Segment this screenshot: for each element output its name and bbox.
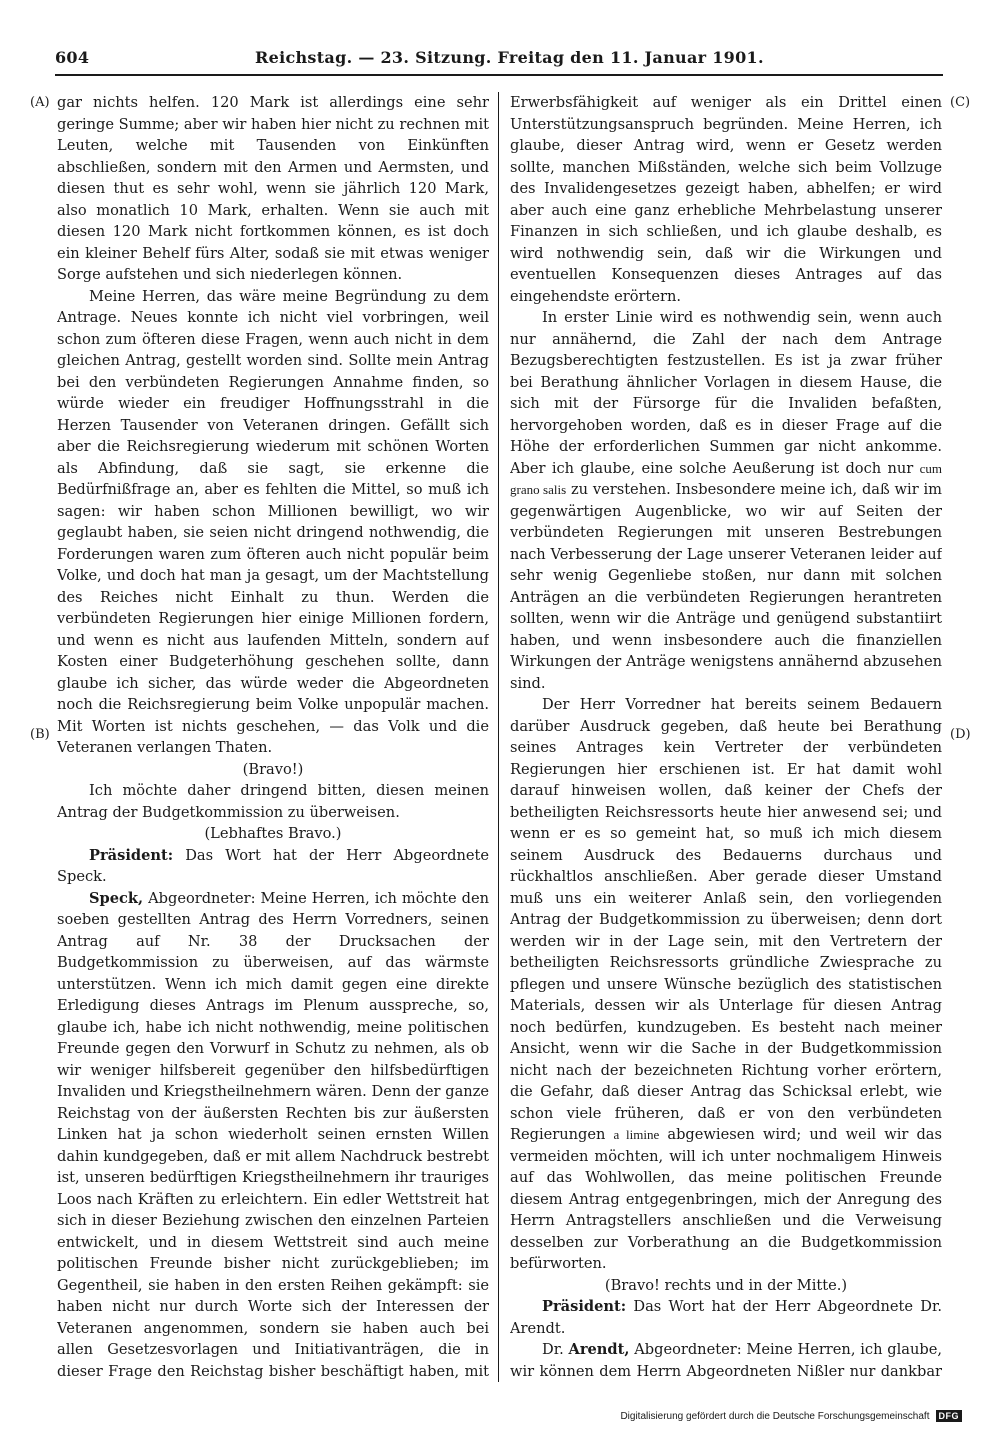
speaker-paragraph [57,888,489,1383]
paragraph [510,694,942,1275]
paragraph: Ich möchte daher dringend bitten, diesen meinen Antrag der Budgetkommission zu überweisen. [57,782,489,821]
speaker-name: Präsident: [542,1298,627,1315]
dfg-logo: DFG [936,1410,963,1422]
paragraph: gar nichts helfen. 120 Mark ist allerdings eine sehr geringe Summe; aber wir haben hier nicht zu rechnen mit Leuten, welche mit Tausenden von Einkünften abschließen, sondern mit den Armen und Aermsten, und diesen thut es sehr wohl, wenn sie jährlich 120 Mark, also monatlich 10 Mark, erhalten. Wenn sie auch mit diesen 120 Mark nicht fortkommen können, es ist doch ein kleiner Behelf fürs Alter, sodaß sie mit etwas weniger Sorge aufstehen und sich niederlegen können. [57,94,489,283]
left-column [57,92,489,1382]
text-run: abgewiesen wird; und weil wir das vermeiden möchten, will ich unter nochmaligem Hinweis auf das Wohlwollen, das meine politischen Freunde diesem Antrag entgegenbringen, mich der Anregung des Herrn Antragstellers anschließen und die Verweisung desselben zur Vorberathung an die Budgetkommission befürworten. [510,1126,942,1272]
paragraph: Meine Herren, das wäre meine Begründung zu dem Antrage. Neues konnte ich nicht viel vorbringen, weil schon zum öfteren diese Fragen, wenn auch nicht in dem gleichen Antrag, gestellt worden sind. Sollte mein Antrag bei den verbündeten Regierungen Annahme finden, so würde wieder ein freudiger Hoffnungsstrahl in die Herzen Tausender von Veteranen dringen. Gefällt sich aber die Reichsregierung wiederum mit schönen Worten als Abfindung, daß sie sagt, sie erkenne die Bedürfnißfrage an, aber es fehlten die Mittel, so muß ich sagen: wir haben schon Millionen bewilligt, wo wir geglaubt haben, sie seien nicht dringend nothwendig, die Forderungen waren zum öfteren auch nicht populär beim Volke, und doch hat man ja gesagt, um der Machtstellung des Reiches nicht Einhalt zu thun. Werden die verbündeten Regierungen hier einige Millionen fordern, und wenn es nicht aus laufenden Mitteln, sondern auf Kosten einer Budgeterhöhung geschehen sollte, dann glaube ich sicher, das würde weder die Abgeordneten noch die Reichsregierung beim Volke unpopulär machen. Mit Worten ist nichts geschehen, — das Volk und die Veteranen verlangen Thaten. [57,287,489,756]
speech-text: Abgeordneter: Meine Herren, ich glaube, wir können dem Herrn Abgeordneten Nißler nur dankbar [510,1341,942,1380]
margin-mark-b: (B) [30,727,50,742]
speaker-name: Präsident: [89,846,174,864]
speech-text: Das Wort hat der Herr Abgeordnete Dr. Arendt. [510,1298,942,1337]
paragraph [510,307,942,694]
speech-text: Abgeordneter: Meine Herren, ich möchte den soeben gestellten Antrag des Herrn Vorredners, seinen Antrag auf Nr. 38 der Drucksachen der Budgetkommission zu überweisen, auf das wärmste unterstützen. Wenn ich mich damit gegen eine direkte Erledigung dieses Antrags im Plenum ausspreche, so, glaube ich, habe ich nicht nothwendig, meine politischen Freunde gegen den Vorwurf in Schutz zu nehmen, als ob wir weniger hilfsbereit gegenüber den hilfsbedürftigen Invaliden und Kriegstheilnehmern wären. Denn der ganze Reichstag von der äußersten Rechten bis zur äußersten Linken hat ja schon wiederholt seinen ernsten Willen dahin kundgegeben, daß er mit allem Nachdruck bestrebt ist, unseren bedürftigen Kriegstheilnehmern ihr trauriges Loos nach Kräften zu erleichtern. Ein edler Wettstreit hat sich in dieser Beziehung zwischen den einzelnen Parteien entwickelt, und in diesem Wettstreit sind auch meine politischen Freunde bisher nicht zurückgeblieben; im Gegentheil, sie haben in den ersten Reihen gekämpft: sie haben nicht nur durch Worte sich der Interessen der Veteranen angenommen, sondern sie haben auch bei allen Gesetzesvorlagen und Initiativanträgen, die in dieser Frage den Reichstag bisher beschäftigt haben, mit [57,889,489,1380]
speaker-paragraph [510,1339,942,1382]
text-run: zu verstehen. Insbesondere meine ich, daß wir im gegenwärtigen Augenblicke, wo wir auf Seiten der verbündeten Regierungen mit unseren Bestrebungen nach Verbesserung der Lage unserer Veteranen leider auf sehr wenig Gegenliebe stoßen, nur dann mit solchen Anträgen an die verbündeten Regierungen herantreten sollten, wenn wir die Anträge und genügend substantiirt haben, und wenn insbesondere auch die finanziellen Wirkungen der Anträge wenigstens annähernd abzusehen sind. [510,481,942,692]
speaker-title: Dr. [542,1341,569,1358]
text-run: In erster Linie wird es nothwendig sein, wenn auch nur annähernd, die Zahl der nach dem Antrage Bezugsberechtigten festzustellen. Es ist ja zwar früher bei Berathung ähnlicher Vorlagen in diesem Hause, die sich mit der Fürsorge für die Invaliden befaßten, hervorgehoben worden, daß es in dieser Frage auf die Höhe der erforderlichen Summen gar nicht ankomme. Aber ich glaube, eine solche Aeußerung ist doch nur [510,309,942,477]
paragraph: Erwerbsfähigkeit auf weniger als ein Drittel einen Unterstützungsanspruch begründen. Meine Herren, ich glaube, dieser Antrag wird, wenn er Gesetz werden sollte, manchen Mißständen, welche sich beim Vollzuge des Invalidengesetzes gezeigt haben, abhelfen; er wird aber auch eine ganz erhebliche Mehrbelastung unserer Finanzen in sich schließen, und ich glaube deshalb, es wird nothwendig sein, daß wir die Wirkungen und eventuellen Konsequenzen dieses Antrages auf das eingehendste erörtern. [510,94,942,305]
page-header [55,48,943,76]
latin-phrase: a limine [613,1127,660,1142]
right-column [510,92,942,1382]
speaker-paragraph [57,845,489,888]
digitization-credit [620,1410,962,1422]
speaker-paragraph [510,1296,942,1339]
page-number: 604 [55,48,90,67]
speech-text: Das Wort hat der Herr Abgeordnete Speck. [57,846,489,885]
latin-phrase: cum grano salis [510,460,942,497]
speaker-name: Arendt, [568,1341,630,1358]
credit-text: Digitalisierung gefördert durch die Deutsche Forschungsgemeinschaft [620,1410,930,1422]
margin-mark-c: (C) [950,95,971,110]
interjection: (Bravo! rechts und in der Mitte.) [604,1276,848,1294]
column-divider [498,92,499,1382]
running-title: Reichstag. — 23. Sitzung. Freitag den 11. Januar 1901. [255,48,764,67]
speaker-name: Speck, [89,889,144,907]
margin-mark-d: (D) [950,727,971,742]
interjection: (Bravo!) [242,760,304,778]
margin-mark-a: (A) [30,95,50,110]
text-run: Der Herr Vorredner hat bereits seinem Bedauern darüber Ausdruck gegeben, daß heute bei Berathung seines Antrages kein Vertreter der verbündeten Regierungen hier erschienen ist. Er hat damit wohl darauf hinweisen wollen, daß keiner der Chefs der betheiligten Reichsressorts heute hier anwesend sei; und wenn er es so gemeint hat, so muß ich mich diesem seinem Ausdruck des Bedauerns durchaus und rückhaltlos anschließen. Aber gerade dieser Umstand muß uns ein weiterer Anlaß sein, den vorliegenden Antrag der Budgetkommission zu überweisen; denn dort werden wir in der Lage sein, mit den Vertretern der betheiligten Reichsressorts gründliche Zwiesprache zu pflegen und unsere Wünsche bezüglich des statistischen Materials, dessen wir als Unterlage für diesen Antrag noch bedürfen, kundzugeben. Es besteht nach meiner Ansicht, wenn wir die Sache in der Budgetkommission nicht nach der bezeichneten Richtung vorher erörtern, die Gefahr, daß dieser Antrag das Schicksal erlebt, wie schon viele früheren, daß er von den verbündeten Regierungen [510,696,942,1143]
interjection: (Lebhaftes Bravo.) [204,825,342,842]
